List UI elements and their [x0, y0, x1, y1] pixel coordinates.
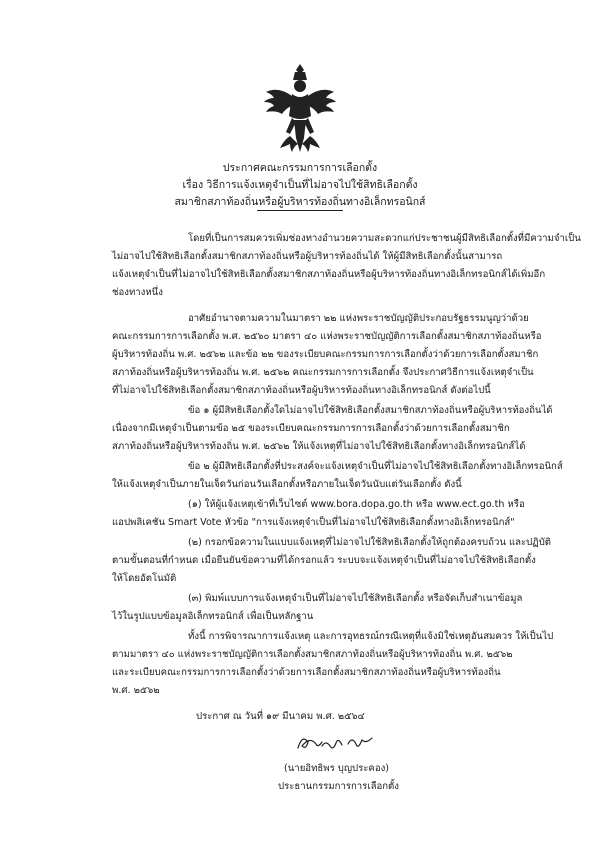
clause-2-line: ให้แจ้งเหตุจำเป็นภายในเจ็ดวันก่อนวันเลือกตั้งหรือภายในเจ็ดวันนับแต่วันเลือกตั้ง ดังนี้ — [112, 479, 462, 490]
clause-1-line: ข้อ ๑ ผู้มีสิทธิเลือกตั้งใดไม่อาจไปใช้สิทธิเลือกตั้งสมาชิกสภาท้องถิ่นหรือผู้บริหารท้องถิ่นได้ — [188, 405, 553, 416]
signer-name: (นายอิทธิพร บุญประคอง) — [284, 763, 390, 774]
paragraph-1-line: โดยที่เป็นการสมควรเพิ่มช่องทางอำนวยความสะดวกแก่ประชาชนผู้มีสิทธิเลือกตั้งที่มีความจำเป็น — [188, 233, 581, 244]
announcement-subject-cont: สมาชิกสภาท้องถิ่นหรือผู้บริหารท้องถิ่นทางอิเล็กทรอนิกส์ — [174, 196, 426, 208]
clause-1-line: เนื่องจากมีเหตุจำเป็นตามข้อ ๒๕ ของระเบียบคณะกรรมการการเลือกตั้งว่าด้วยการเลือกตั้งสมาชิก — [112, 423, 510, 434]
item-3-line: ไว้ในรูปแบบข้อมูลอิเล็กทรอนิกส์ เพื่อเป็นหลักฐาน — [112, 611, 314, 622]
paragraph-5-line: พ.ศ. ๒๕๖๒ — [112, 685, 160, 696]
clause-1-line: สภาท้องถิ่นหรือผู้บริหารท้องถิ่น พ.ศ. ๒๕๖๒ ให้แจ้งเหตุที่ไม่อาจไปใช้สิทธิเลือกตั้งทางอิเล็กทรอนิกส์ได้ — [112, 441, 526, 452]
item-2-line: (๒) กรอกข้อความในแบบแจ้งเหตุที่ไม่อาจไปใช้สิทธิเลือกตั้งให้ถูกต้องครบถ้วน และปฏิบัติ — [188, 537, 552, 548]
announcement-date: ประกาศ ณ วันที่ ๑๙ มีนาคม พ.ศ. ๒๕๖๔ — [196, 711, 365, 722]
paragraph-2-line: อาศัยอำนาจตามความในมาตรา ๒๒ แห่งพระราชบัญญัติประกอบรัฐธรรมนูญว่าด้วย — [188, 313, 529, 324]
paragraph-1-line: ช่องทางหนึ่ง — [112, 287, 163, 298]
paragraph-2-line: ที่ไม่อาจไปใช้สิทธิเลือกตั้งสมาชิกสภาท้องถิ่นหรือผู้บริหารท้องถิ่นทางอิเล็กทรอนิกส์ ดังต่อไปนี้ — [112, 385, 491, 396]
item-2-line: ให้โดยอัตโนมัติ — [112, 573, 177, 584]
clause-2-line: ข้อ ๒ ผู้มีสิทธิเลือกตั้งที่ประสงค์จะแจ้งเหตุจำเป็นที่ไม่อาจไปใช้สิทธิเลือกตั้งทางอิเล็กทรอนิกส์ — [188, 461, 563, 472]
item-2-line: ตามขั้นตอนที่กำหนด เมื่อยืนยันข้อความที่ได้กรอกแล้ว ระบบจะแจ้งเหตุจำเป็นที่ไม่อาจไปใช้สิทธิเลือกตั้ง — [112, 555, 536, 566]
paragraph-5-line: และระเบียบคณะกรรมการการเลือกตั้งว่าด้วยการเลือกตั้งสมาชิกสภาท้องถิ่นหรือผู้บริหารท้องถิ่น — [112, 667, 501, 678]
handwritten-signature — [292, 730, 382, 756]
paragraph-1-line: ไม่อาจไปใช้สิทธิเลือกตั้งสมาชิกสภาท้องถิ่นหรือผู้บริหารท้องถิ่นได้ ให้ผู้มีสิทธิเลือกตั้งนั้นสามารถ — [112, 251, 503, 262]
announcement-heading: ประกาศคณะกรรมการการเลือกตั้ง — [222, 162, 378, 174]
paragraph-5-line: ทั้งนี้ การพิจารณาการแจ้งเหตุ และการอุทธรณ์กรณีเหตุที่แจ้งมิใช่เหตุอันสมควร ให้เป็นไป — [188, 631, 554, 642]
heading-divider — [257, 210, 343, 211]
signer-title: ประธานกรรมการการเลือกตั้ง — [278, 781, 399, 792]
paragraph-2-line: ผู้บริหารท้องถิ่น พ.ศ. ๒๕๖๒ และข้อ ๒๒ ของระเบียบคณะกรรมการการเลือกตั้งว่าด้วยการเลือกตั้งสมาชิก — [112, 349, 539, 360]
item-1-line: (๑) ให้ผู้แจ้งเหตุเข้าที่เว็บไซต์ www.bora.dopa.go.th หรือ www.ect.go.th หรือ — [188, 499, 525, 510]
item-1-line: แอปพลิเคชัน Smart Vote หัวข้อ "การแจ้งเหตุจำเป็นที่ไม่อาจไปใช้สิทธิเลือกตั้งทางอิเล็กทรอนิกส์" — [112, 517, 515, 528]
item-3-line: (๓) พิมพ์แบบการแจ้งเหตุจำเป็นที่ไม่อาจไปใช้สิทธิเลือกตั้ง หรือจัดเก็บสำเนาข้อมูล — [188, 593, 523, 604]
paragraph-2-line: คณะกรรมการการเลือกตั้ง พ.ศ. ๒๕๖๐ มาตรา ๔๐ แห่งพระราชบัญญัติการเลือกตั้งสมาชิกสภาท้องถิ่นหรือ — [112, 331, 542, 342]
paragraph-2-line: สภาท้องถิ่นหรือผู้บริหารท้องถิ่น พ.ศ. ๒๕๖๒ คณะกรรมการการเลือกตั้ง จึงประกาศวิธีการแจ้งเหตุจำเป็น — [112, 367, 534, 378]
paragraph-1-line: แจ้งเหตุจำเป็นที่ไม่อาจไปใช้สิทธิเลือกตั้งสมาชิกสภาท้องถิ่นหรือผู้บริหารท้องถิ่นทางอิเล็กทรอนิกส์ได้เพิ่มอีก — [112, 269, 546, 280]
garuda-emblem-icon — [262, 60, 338, 156]
paragraph-5-line: ตามมาตรา ๔๐ แห่งพระราชบัญญัติการเลือกตั้งสมาชิกสภาท้องถิ่นหรือผู้บริหารท้องถิ่น พ.ศ. ๒๕๖๒ — [112, 649, 513, 660]
announcement-subject: เรื่อง วิธีการแจ้งเหตุจำเป็นที่ไม่อาจไปใช้สิทธิเลือกตั้ง — [182, 179, 418, 191]
